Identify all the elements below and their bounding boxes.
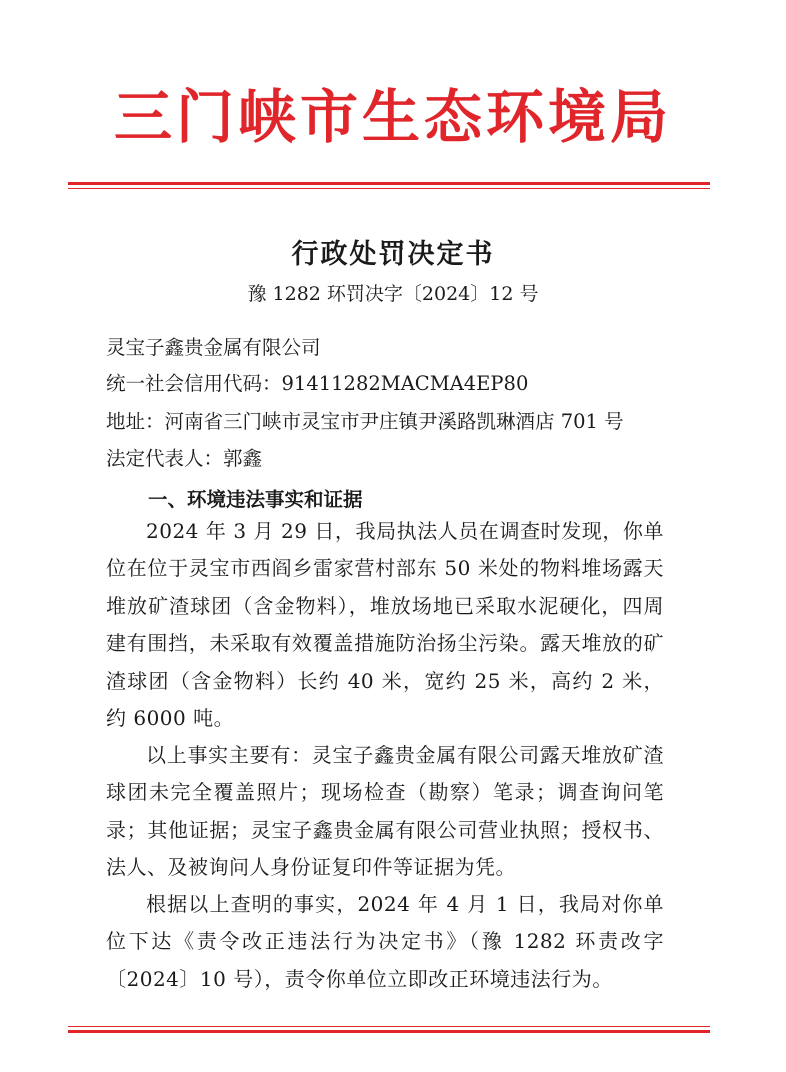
- paragraph-evidence: 以上事实主要有：灵宝子鑫贵金属有限公司露天堆放矿渣球团未完全覆盖照片；现场检查（勘察）笔录；调查询问笔录；其他证据；灵宝子鑫贵金属有限公司营业执照；授权书、法人、及被询问人身份证复印件等证据为凭。: [106, 743, 664, 880]
- letterhead-rule-thick: [68, 182, 710, 185]
- paragraph-facts: 2024 年 3 月 29 日，我局执法人员在调查时发现，你单位在位于灵宝市西阎乡雷家营村部东 50 米处的物料堆场露天堆放矿渣球团（含金物料），堆放场地已采取水泥硬化，四周建有围挡，未采取有效覆盖措施防治扬尘污染。露天堆放的矿渣球团（含金物料）长约 40 米，宽约 25 米，高约 2 米，约 6000 吨。: [106, 519, 664, 731]
- document-number: 豫 1282 环罚决字〔2024〕12 号: [247, 283, 539, 305]
- party-name: 灵宝子鑫贵金属有限公司: [106, 336, 321, 359]
- party-legal-representative: 法定代表人：郭鑫: [106, 447, 263, 470]
- footer-rule-thin: [68, 1026, 710, 1027]
- party-address: 地址：河南省三门峡市灵宝市尹庄镇尹溪路凯琳酒店 701 号: [106, 410, 624, 433]
- party-credit-code: 统一社会信用代码：91411282MACMA4EP80: [106, 372, 529, 395]
- section-heading: 一、环境违法事实和证据: [148, 488, 363, 511]
- agency-letterhead-title: 三门峡市生态环境局: [113, 83, 672, 151]
- letterhead-rule-thin: [68, 188, 710, 189]
- paragraph-order: 根据以上查明的事实，2024 年 4 月 1 日，我局对你单位下达《责令改正违法行为决定书》（豫 1282 环责改字〔2024〕10 号），责令你单位立即改正环境违法行为。: [106, 892, 664, 991]
- footer-rule-thick: [68, 1030, 710, 1033]
- document-title: 行政处罚决定书: [291, 239, 495, 270]
